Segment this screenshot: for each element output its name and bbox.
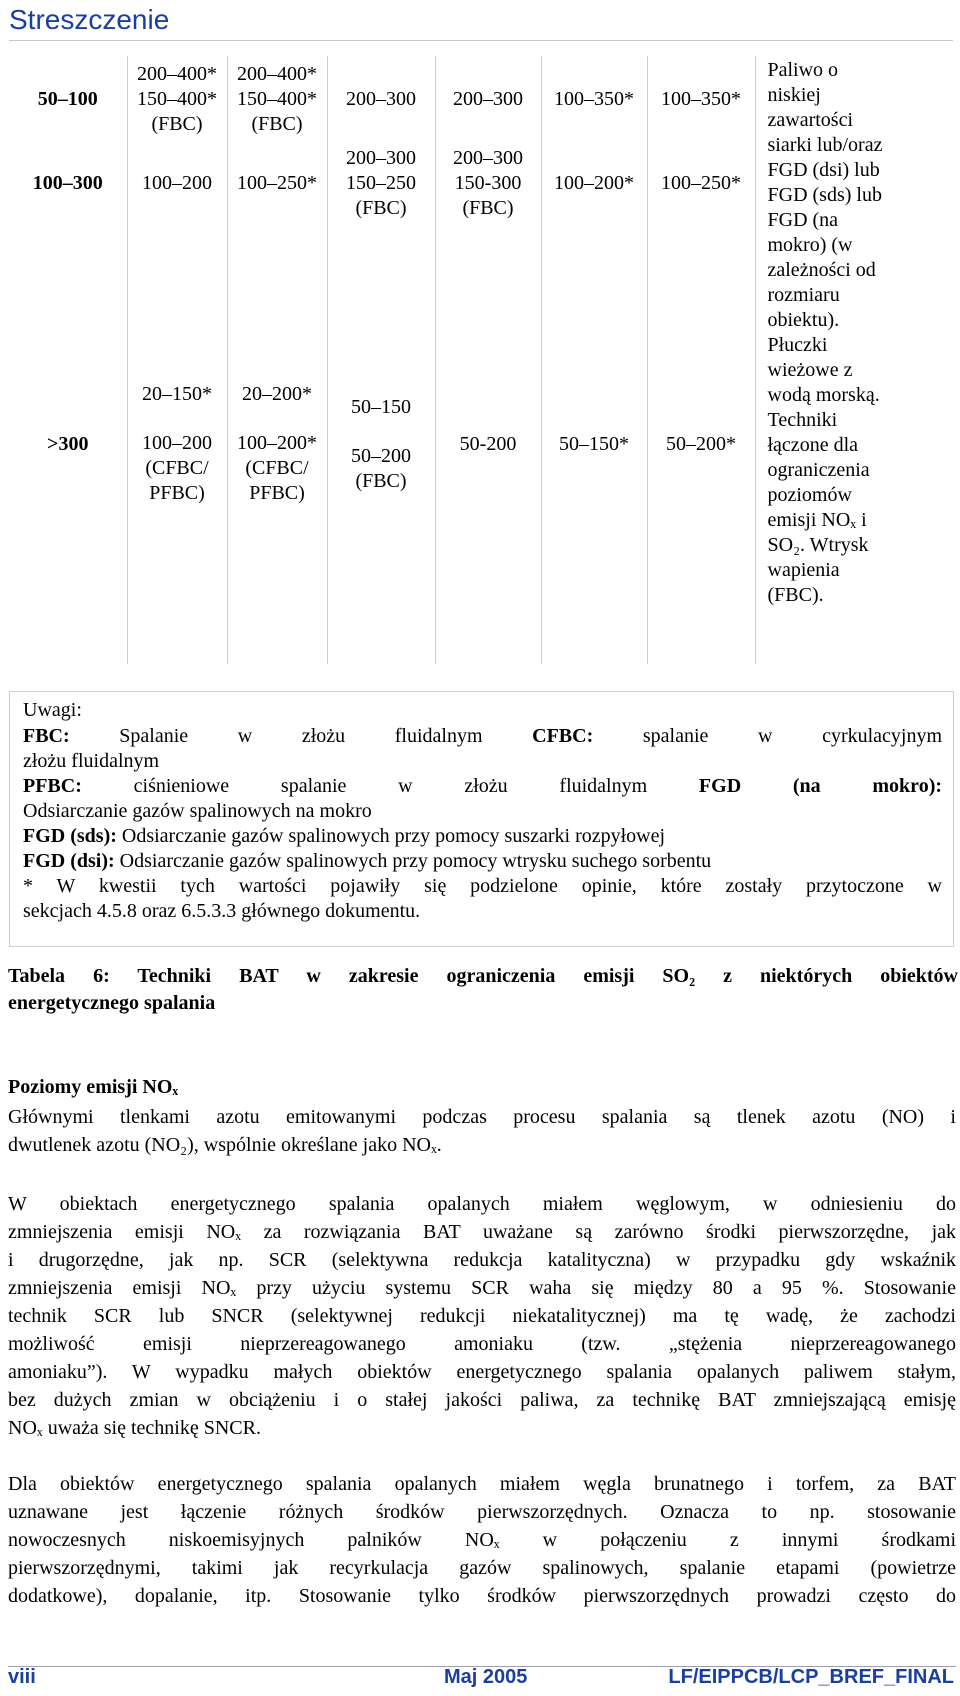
capacity-cell: 100–300	[32, 171, 103, 194]
section-heading: Poziomy emisji NOₓ	[8, 1076, 179, 1098]
footer-date: Maj 2005	[444, 1666, 528, 1688]
value-cell: 200–400* 150–400* (FBC)	[227, 56, 327, 142]
table-row	[9, 56, 954, 142]
note-star-line1: * W kwestii tych wartości pojawiły się podzielone opinie, które zostały przytoczone w	[23, 875, 942, 897]
note-dsi: FGD (dsi): Odsiarczanie gazów spalinowych przy pomocy wtrysku suchego sorbentu	[23, 850, 712, 872]
value-cell: 100–350*	[647, 56, 755, 142]
value-cell: 100–250*	[647, 142, 755, 224]
footer-document-ref: LF/EIPPCB/LCP_BREF_FINAL	[668, 1666, 954, 1688]
paragraph-3: Dla obiektów energetycznego spalania opalanych miałem węgla brunatnego i torfem, za BAT uznawane jest łączenie różnych środków pierwszorzędnych. Oznacza to np. stosowanie nowoczesnych niskoemisyjnych palników NOₓ w połączeniu z innymi środkami pierwszorzędnymi, takimi jak recyrkulacja gazów spalinowych, spalanie etapami (powietrze dodatkowe), dopalanie, itp. Stosowanie tylko środków pierwszorzędnych prowadzi często do	[8, 1473, 956, 1607]
note-star-line2: sekcjach 4.5.8 oraz 6.5.3.3 głównego dokumentu.	[23, 900, 421, 922]
value-cell: 20–200* 100–200* (CFBC/ PFBC)	[227, 224, 327, 664]
note-sds: FGD (sds): Odsiarczanie gazów spalinowych przy pomocy suszarki rozpyłowej	[23, 825, 666, 847]
paragraph-2: W obiektach energetycznego spalania opalanych miałem węglowym, w odniesieniu do zmniejszenia emisji NOₓ za rozwiązania BAT uważane są zarówno środki pierwszorzędne, jak i drugorzędne, jak np. SCR (selektywna redukcja katalityczna) w przypadku gdy wskaźnik zmniejszenia emisji NOₓ przy użyciu systemu SCR waha się między 80 a 95 %. Stosowanie technik SCR lub SNCR (selektywnej redukcji niekatalitycznej) ma tę wadę, że zachodzi możliwość emisji nieprzereagowanego amoniaku (tzw. „stężenia nieprzereagowanego amoniaku”). W wypadku małych obiektów energetycznego spalania opalanych paliwem stałym, bez dużych zmian w obciążeniu i o stałej jakości paliwa, za technikę BAT zmniejszającą emisję NOₓ uważa się technikę SNCR.	[8, 1193, 956, 1439]
value-cell: 200–300	[327, 56, 435, 142]
notes-box	[9, 691, 954, 947]
value-cell: 100–250*	[227, 142, 327, 224]
page-header-title: Streszczenie	[9, 4, 170, 35]
value-cell: 100–350*	[541, 56, 647, 142]
header-divider	[9, 40, 953, 41]
note-pfbc-fgdwet: PFBC: ciśnieniowe spalanie w złożu fluidalnym FGD (na mokro):	[23, 775, 943, 797]
note-cfbc-cont: złożu fluidalnym	[23, 750, 160, 772]
value-cell: 50–150 50–200 (FBC)	[327, 224, 435, 664]
footer-page-number: viii	[8, 1666, 36, 1688]
techniques-cell: Paliwo o niskiej zawartości siarki lub/oraz FGD (dsi) lub FGD (sds) lub FGD (na mokro) (w zależności od rozmiaru obiektu). Płuczki wieżowe z wodą morską. Techniki łączone dla ograniczenia poziomów emisji NOₓ i SO₂. Wtrysk wapienia (FBC).	[755, 56, 954, 664]
value-cell: 50-200	[435, 224, 541, 664]
value-cell: 100–200*	[541, 142, 647, 224]
value-cell: 100–200	[127, 142, 227, 224]
note-fbc-cfbc: FBC: Spalanie w złożu fluidalnym CFBC: spalanie w cyrkulacyjnym	[23, 725, 943, 747]
note-fgdwet-text: Odsiarczanie gazów spalinowych na mokro	[23, 800, 372, 822]
value-cell: 200–300 150–250 (FBC)	[327, 142, 435, 224]
table-caption: Tabela 6: Techniki BAT w zakresie ograniczenia emisji SO₂ z niektórych obiektów energetycznego spalania	[8, 965, 958, 1014]
value-cell: 200–400* 150–400* (FBC)	[127, 56, 227, 142]
value-cell: 20–150* 100–200 (CFBC/ PFBC)	[127, 224, 227, 664]
value-cell: 50–150*	[541, 224, 647, 664]
capacity-cell: >300	[47, 432, 89, 455]
bat-so2-table	[9, 56, 954, 664]
paragraph-1: Głównymi tlenkami azotu emitowanymi podczas procesu spalania są tlenek azotu (NO) i dwutlenek azotu (NO₂), wspólnie określane jako NOₓ.	[8, 1106, 956, 1156]
value-cell: 200–300 150-300 (FBC)	[435, 142, 541, 224]
value-cell: 200–300	[435, 56, 541, 142]
value-cell: 50–200*	[647, 224, 755, 664]
capacity-cell: 50–100	[37, 87, 98, 110]
notes-heading: Uwagi:	[23, 699, 82, 721]
